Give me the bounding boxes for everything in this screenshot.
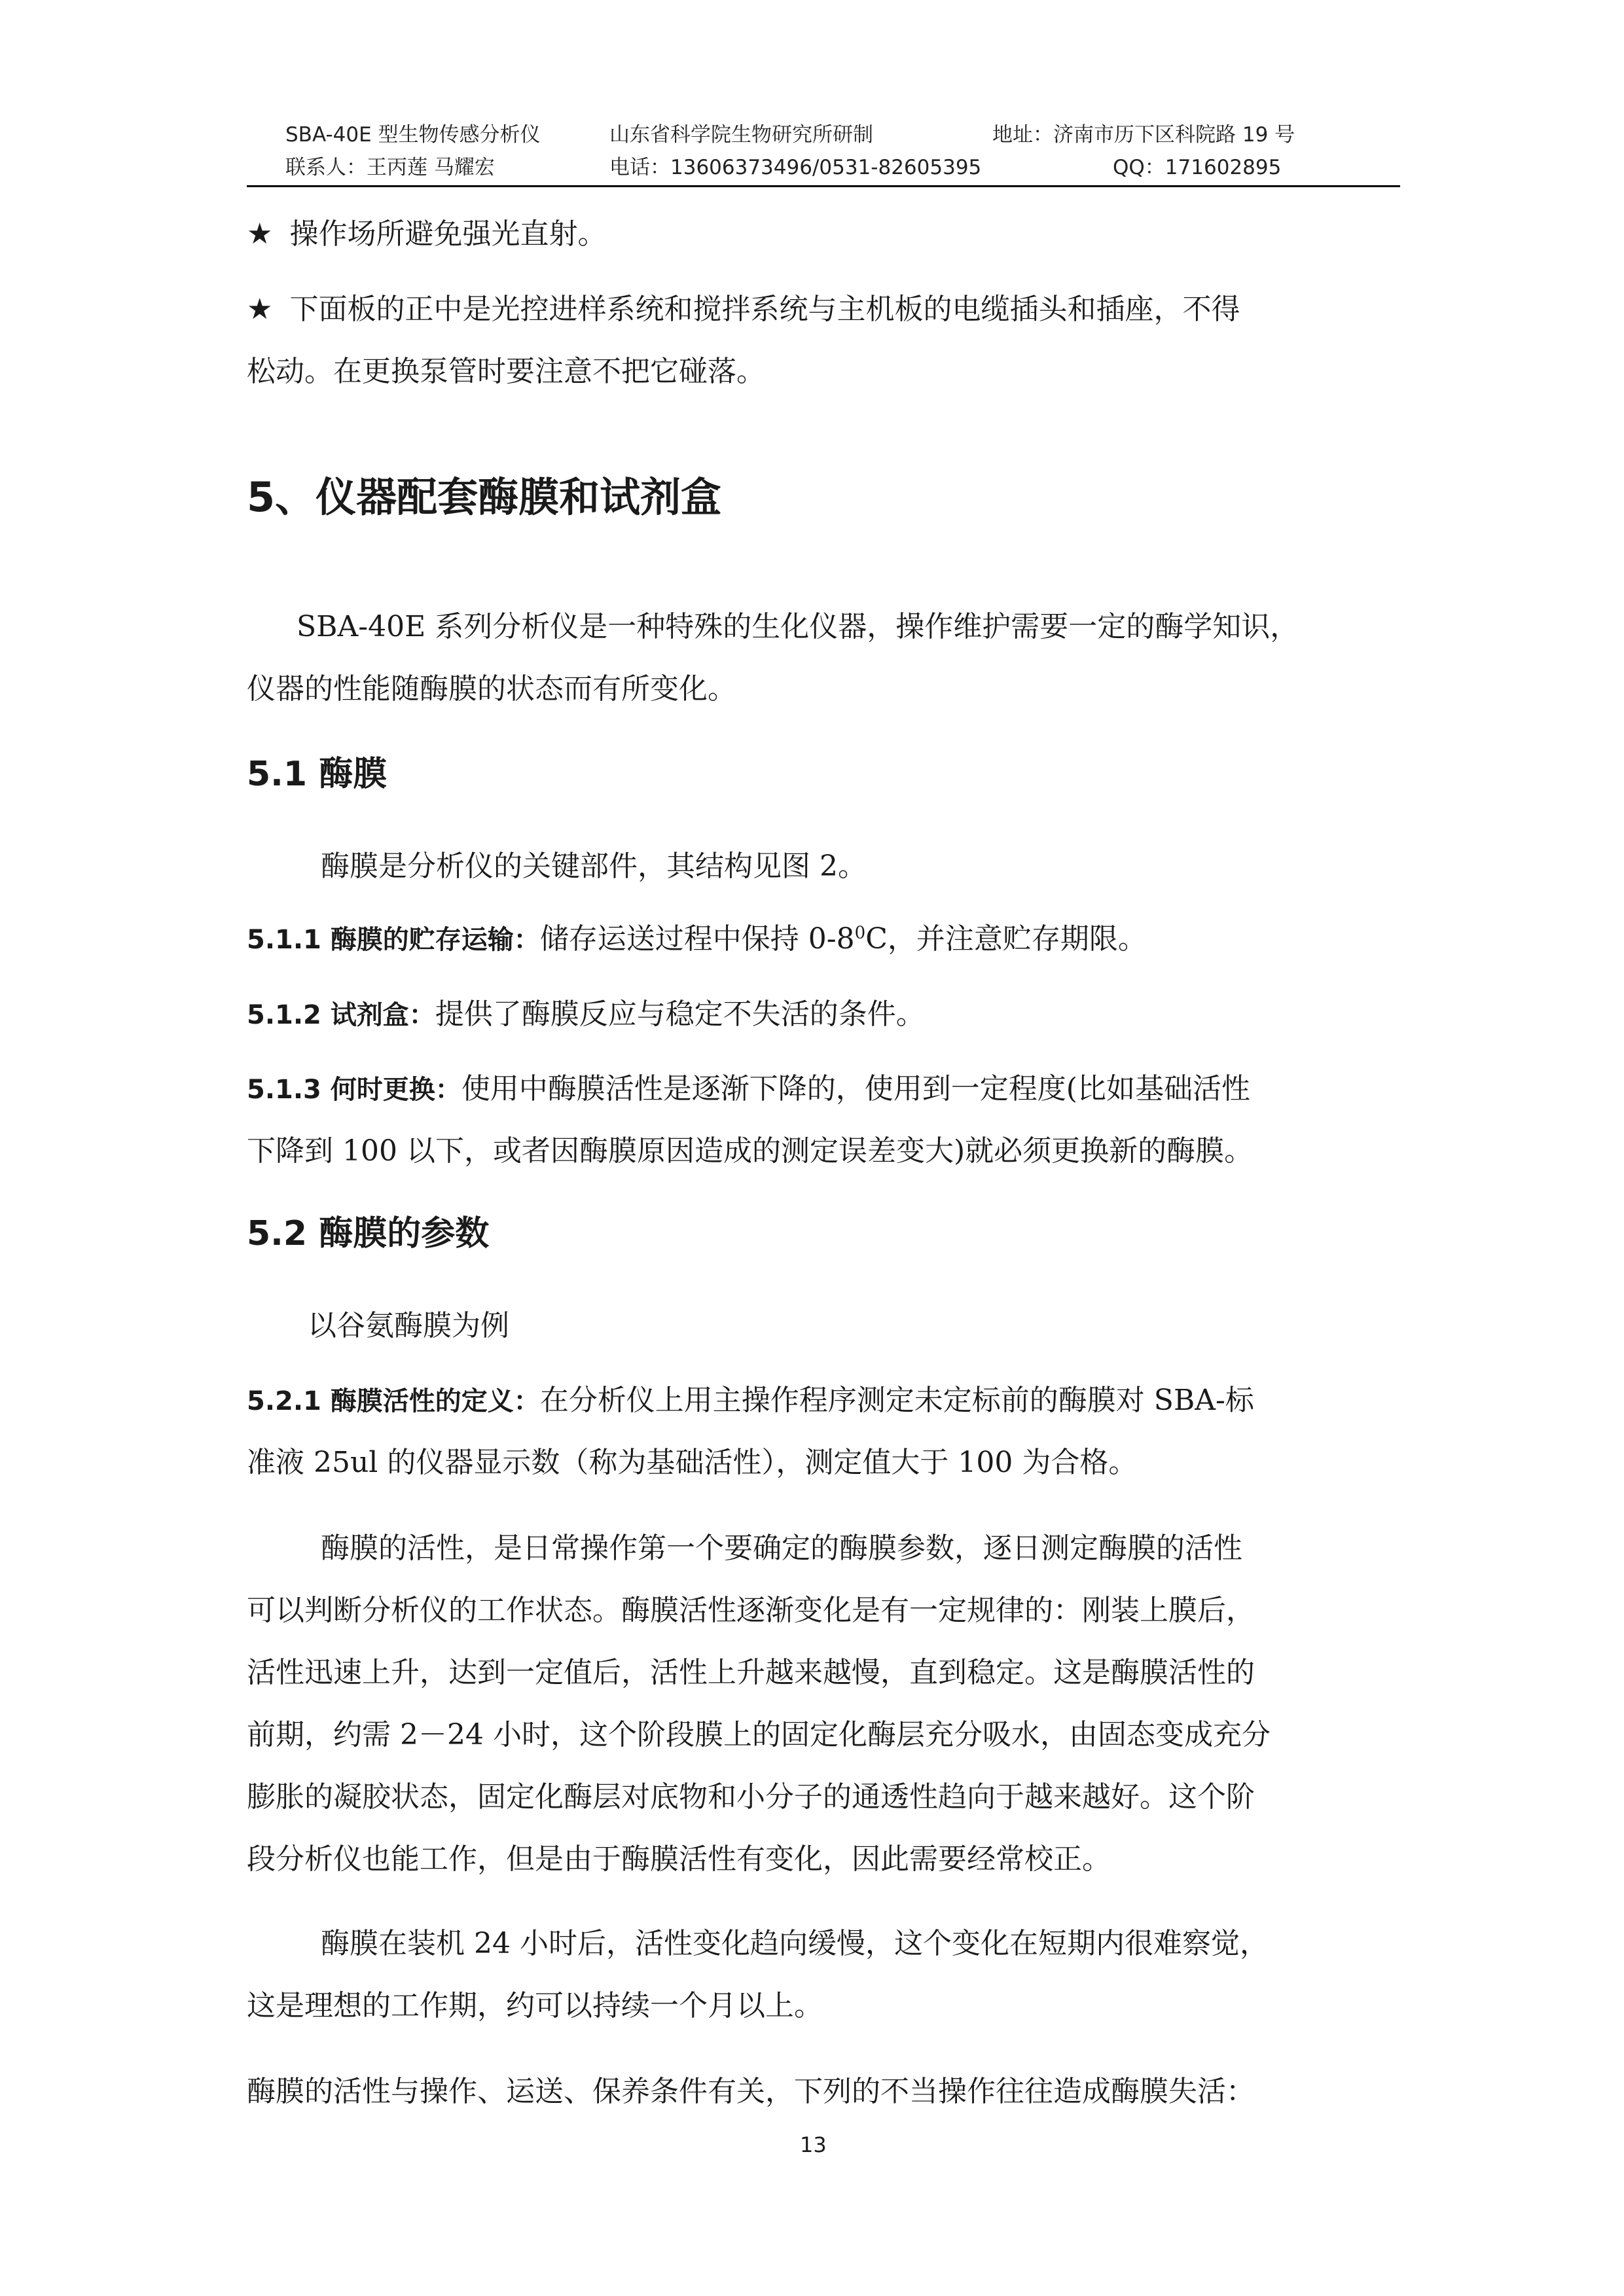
note-1-text: 操作场所避免强光直射。 [289, 217, 607, 251]
section-5-1-title: 5.1 酶膜 [247, 755, 388, 794]
para-2-line: 这是理想的工作期，约可以持续一个月以上。 [247, 1989, 823, 2022]
para-1-line: 膨胀的凝胶状态，固定化酶层对底物和小分子的通透性趋向于越来越好。这个阶 [247, 1780, 1255, 1814]
item-5-1-3-text: 使用中酶膜活性是逐渐下降的，使用到一定程度(比如基础活性 [461, 1072, 1250, 1105]
note-2 [247, 278, 1399, 341]
para-1-line: 酶膜的活性，是日常操作第一个要确定的酶膜参数，逐日测定酶膜的活性 [321, 1532, 1242, 1565]
item-5-1-2-label: 5.1.2 试剂盒： [247, 1000, 435, 1030]
star-icon: ★ [247, 293, 273, 326]
section-5-title: 5、仪器配套酶膜和试剂盒 [247, 473, 722, 521]
item-5-1-3-label: 5.1.3 何时更换： [247, 1075, 461, 1105]
header-qq: QQ：171602895 [1113, 156, 1282, 179]
header-product: SBA-40E 型生物传感分析仪 [285, 123, 541, 147]
item-5-1-2 [247, 983, 1399, 1047]
item-5-1-1-label: 5.1.1 酶膜的贮存运输： [247, 925, 540, 955]
para-1-line: 可以判断分析仪的工作状态。酶膜活性逐渐变化是有一定规律的：刚装上膜后， [247, 1594, 1255, 1627]
item-5-1-1-text-end: C，并注意贮存期限。 [865, 922, 1147, 956]
section-5-2-title: 5.2 酶膜的参数 [247, 1214, 490, 1253]
section-5-intro-line2: 仪器的性能随酶膜的状态而有所变化。 [247, 672, 736, 706]
section-5-intro-line1: SBA-40E 系列分析仪是一种特殊的生化仪器，操作维护需要一定的酶学知识， [297, 610, 1299, 643]
note-2-text: 下面板的正中是光控进样系统和搅拌系统与主机板的电缆插头和插座，不得 [289, 293, 1240, 326]
note-2-line2: 松动。在更换泵管时要注意不把它碰落。 [247, 355, 765, 388]
item-5-1-3 [247, 1058, 1399, 1121]
page-number: 13 [800, 2132, 827, 2157]
item-5-2-1-label: 5.2.1 酶膜活性的定义： [247, 1386, 540, 1416]
header-phone: 电话：13606373496/0531-82605395 [609, 156, 982, 179]
degree-superscript: 0 [854, 923, 866, 943]
para-1-line: 前期，约需 2－24 小时，这个阶段膜上的固定化酶层充分吸水，由固态变成充分 [247, 1718, 1271, 1751]
para-3: 酶膜的活性与操作、运送、保养条件有关，下列的不当操作往往造成酶膜失活： [247, 2075, 1255, 2108]
para-2-line: 酶膜在装机 24 小时后，活性变化趋向缓慢，这个变化在短期内很难察觉， [321, 1927, 1269, 1960]
item-5-1-1 [247, 908, 1399, 971]
section-5-2-example: 以谷氨酶膜为例 [308, 1309, 509, 1342]
item-5-2-1 [247, 1369, 1399, 1433]
item-5-1-3-line2: 下降到 100 以下，或者因酶膜原因造成的测定误差变大)就必须更换新的酶膜。 [247, 1134, 1254, 1168]
header-rule [247, 185, 1400, 187]
para-1-line: 活性迅速上升，达到一定值后，活性上升越来越慢，直到稳定。这是酶膜活性的 [247, 1656, 1255, 1689]
item-5-1-2-text: 提供了酶膜反应与稳定不失活的条件。 [435, 997, 925, 1031]
item-5-2-1-text: 在分析仪上用主操作程序测定未定标前的酶膜对 SBA-标 [539, 1384, 1254, 1417]
header-address: 地址：济南市历下区科院路 19 号 [992, 123, 1295, 147]
item-5-2-1-line2: 准液 25ul 的仪器显示数（称为基础活性），测定值大于 100 为合格。 [247, 1446, 1138, 1479]
section-5-1-intro: 酶膜是分析仪的关键部件，其结构见图 2。 [321, 850, 867, 883]
header-contacts: 联系人：王丙莲 马耀宏 [285, 156, 495, 179]
para-1-line: 段分析仪也能工作，但是由于酶膜活性有变化，因此需要经常校正。 [247, 1842, 1111, 1876]
header-institute: 山东省科学院生物研究所研制 [609, 123, 873, 147]
star-icon: ★ [247, 217, 273, 251]
note-1 [247, 203, 1399, 266]
item-5-1-1-text: 储存运送过程中保持 0-8 [539, 922, 855, 956]
